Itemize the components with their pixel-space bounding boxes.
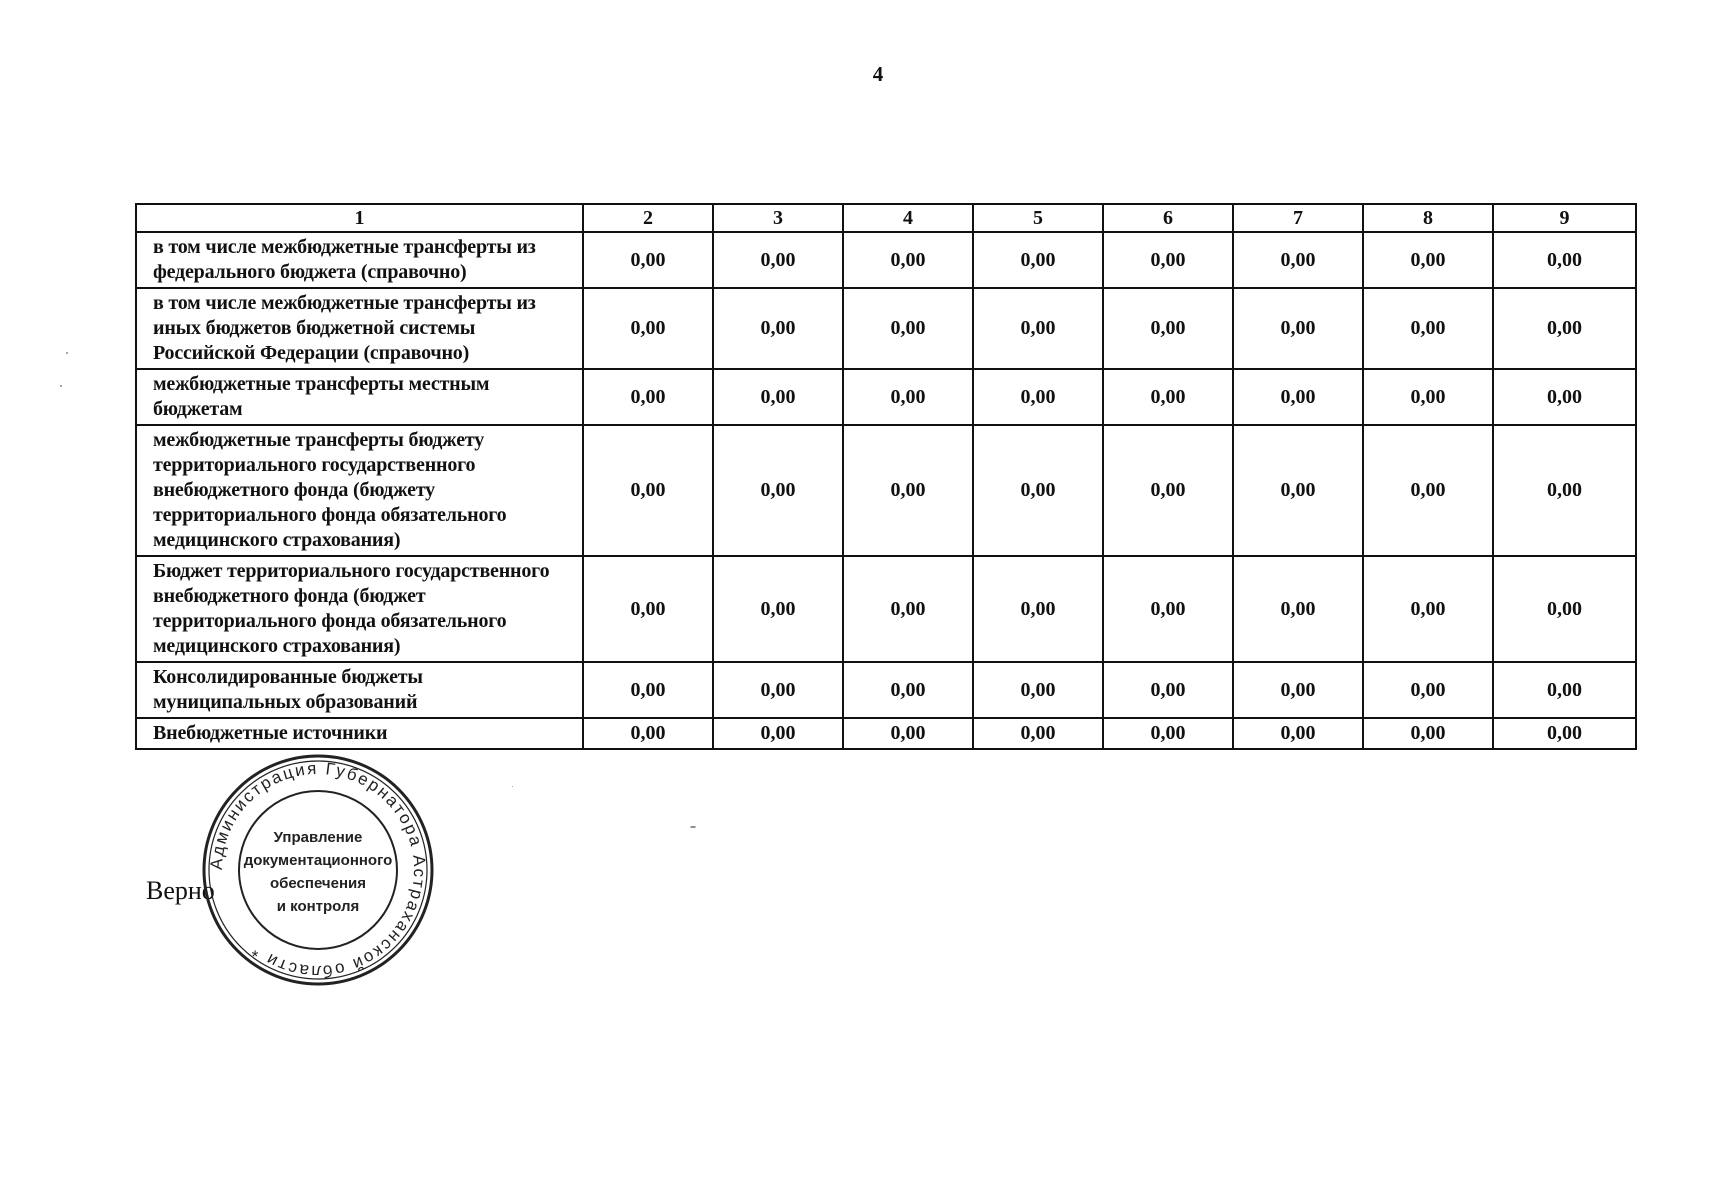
value-cell: 0,00 — [843, 369, 973, 425]
table-row — [136, 288, 1636, 369]
table-row — [136, 369, 1636, 425]
value-cell: 0,00 — [583, 288, 713, 369]
value-cell: 0,00 — [713, 718, 843, 749]
seal-outer-text: Администрация Губернатора Астраханской области * — [206, 758, 430, 982]
value-cell: 0,00 — [1493, 232, 1636, 288]
official-seal-icon — [200, 752, 436, 988]
column-header: 9 — [1493, 204, 1636, 232]
scan-speck — [66, 352, 68, 354]
value-cell: 0,00 — [973, 369, 1103, 425]
value-cell: 0,00 — [973, 232, 1103, 288]
column-header: 6 — [1103, 204, 1233, 232]
value-cell: 0,00 — [1363, 369, 1493, 425]
value-cell: 0,00 — [1103, 232, 1233, 288]
column-header: 2 — [583, 204, 713, 232]
page-number: 4 — [872, 62, 884, 86]
column-header: 8 — [1363, 204, 1493, 232]
value-cell: 0,00 — [713, 369, 843, 425]
value-cell: 0,00 — [1103, 425, 1233, 556]
value-cell: 0,00 — [1493, 662, 1636, 718]
value-cell: 0,00 — [1363, 556, 1493, 662]
column-header: 5 — [973, 204, 1103, 232]
value-cell: 0,00 — [1493, 718, 1636, 749]
svg-text:Администрация Губернатора Астр — [207, 759, 429, 981]
value-cell: 0,00 — [713, 232, 843, 288]
value-cell: 0,00 — [583, 369, 713, 425]
value-cell: 0,00 — [583, 556, 713, 662]
seal-inner-line: и контроля — [276, 898, 360, 915]
certification-block — [140, 752, 440, 992]
table-row — [136, 232, 1636, 288]
value-cell: 0,00 — [843, 718, 973, 749]
value-cell: 0,00 — [713, 425, 843, 556]
row-label: Внебюджетные источники — [136, 718, 583, 749]
value-cell: 0,00 — [973, 288, 1103, 369]
row-label: межбюджетные трансферты местным бюджетам — [136, 369, 583, 425]
table-row — [136, 556, 1636, 662]
verno-label: Верно — [146, 876, 215, 905]
seal-inner-line: документационного — [243, 852, 393, 869]
value-cell: 0,00 — [583, 718, 713, 749]
value-cell: 0,00 — [973, 425, 1103, 556]
value-cell: 0,00 — [843, 288, 973, 369]
value-cell: 0,00 — [1363, 288, 1493, 369]
value-cell: 0,00 — [1233, 369, 1363, 425]
value-cell: 0,00 — [1103, 369, 1233, 425]
value-cell: 0,00 — [973, 718, 1103, 749]
value-cell: 0,00 — [713, 662, 843, 718]
value-cell: 0,00 — [843, 425, 973, 556]
row-label: межбюджетные трансферты бюджету территориального государственного внебюджетного фонда (бюджету территориального фонда обязательного медицинского страхования) — [136, 425, 583, 556]
value-cell: 0,00 — [1493, 288, 1636, 369]
budget-table — [135, 203, 1637, 750]
value-cell: 0,00 — [1493, 369, 1636, 425]
table-row — [136, 718, 1636, 749]
value-cell: 0,00 — [1233, 232, 1363, 288]
value-cell: 0,00 — [973, 662, 1103, 718]
value-cell: 0,00 — [843, 556, 973, 662]
value-cell: 0,00 — [1363, 662, 1493, 718]
value-cell: 0,00 — [1363, 718, 1493, 749]
value-cell: 0,00 — [1233, 662, 1363, 718]
value-cell: 0,00 — [1363, 232, 1493, 288]
value-cell: 0,00 — [843, 232, 973, 288]
value-cell: 0,00 — [1233, 425, 1363, 556]
column-header: 7 — [1233, 204, 1363, 232]
value-cell: 0,00 — [1103, 556, 1233, 662]
value-cell: 0,00 — [1233, 718, 1363, 749]
row-label: в том числе межбюджетные трансферты из иных бюджетов бюджетной системы Российской Федерации (справочно) — [136, 288, 583, 369]
table-header-row — [136, 204, 1636, 232]
value-cell: 0,00 — [1493, 556, 1636, 662]
scan-speck — [512, 786, 513, 787]
value-cell: 0,00 — [843, 662, 973, 718]
value-cell: 0,00 — [1233, 288, 1363, 369]
column-header: 1 — [136, 204, 583, 232]
value-cell: 0,00 — [1103, 718, 1233, 749]
row-label: Бюджет территориального государственного внебюджетного фонда (бюджет территориального фонда обязательного медицинского страхования) — [136, 556, 583, 662]
value-cell: 0,00 — [583, 662, 713, 718]
value-cell: 0,00 — [1103, 288, 1233, 369]
scan-speck — [690, 826, 696, 828]
value-cell: 0,00 — [583, 232, 713, 288]
value-cell: 0,00 — [583, 425, 713, 556]
seal-inner-line: Управление — [273, 829, 363, 846]
value-cell: 0,00 — [1103, 662, 1233, 718]
value-cell: 0,00 — [1233, 556, 1363, 662]
table-row — [136, 662, 1636, 718]
value-cell: 0,00 — [1493, 425, 1636, 556]
row-label: Консолидированные бюджеты муниципальных образований — [136, 662, 583, 718]
column-header: 4 — [843, 204, 973, 232]
value-cell: 0,00 — [713, 288, 843, 369]
row-label: в том числе межбюджетные трансферты из федерального бюджета (справочно) — [136, 232, 583, 288]
value-cell: 0,00 — [1363, 425, 1493, 556]
scan-speck — [60, 385, 62, 387]
column-header: 3 — [713, 204, 843, 232]
table-row — [136, 425, 1636, 556]
seal-inner-line: обеспечения — [269, 875, 367, 892]
value-cell: 0,00 — [973, 556, 1103, 662]
value-cell: 0,00 — [713, 556, 843, 662]
